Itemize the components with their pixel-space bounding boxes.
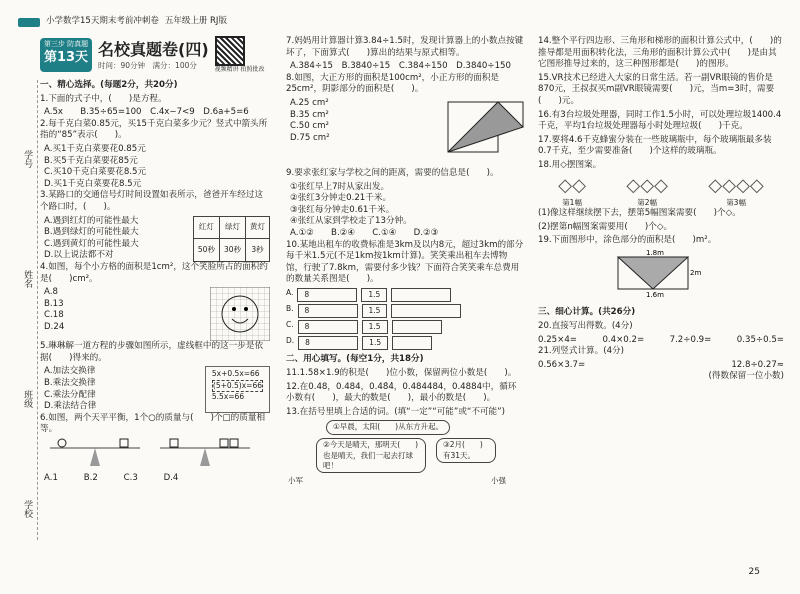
q5-option[interactable]: C.乘法分配律 [44,389,96,400]
q5-option[interactable]: A.加法交换律 [44,366,96,377]
section-3: 三、细心计算。(共26分) [538,307,636,318]
brand-logo [18,18,40,27]
dim-top: 1.8m [646,248,664,257]
question-10: 10.某地出租车的收费标准是3km及以内8元，超过3km的部分每千米1.5元(不足1km按1km计算)。笑笑乘出租车去博物馆，行驶了7.8km，需要付多少钱？下面符合笑笑乘车总费用的数量关系图是( )。 [286,239,524,285]
section-2: 二、用心填写。(每空1分，共18分) [286,354,424,365]
q2-option[interactable]: D.买1千克白菜要花8.5元 [44,178,142,189]
exam-score: 满分：100分 [152,60,197,70]
q9-option: ③张红每分钟走0.61千米。 [290,204,395,215]
question-21: 21.列竖式计算。(4分) [538,346,624,357]
q7-options: A.384÷15 B.3840÷15 C.384÷150 D.3840÷150 [290,61,511,72]
dim-bottom: 1.6m [646,290,664,299]
question-19: 19.下面图形中，涂色部分的面积是( )m²。 [538,235,717,246]
q3-option[interactable]: D.以上说法都不对 [44,250,114,261]
q3-option[interactable]: A.遇到红灯的可能性最大 [44,215,139,226]
exam-title: 名校真题卷(四) [98,40,209,60]
day-badge: 第三步 防真题 第13天 [40,38,92,72]
q10-diagrams: A. 8 1.5 B. 8 1.5 C. 8 1.5 D. 8 1.5 [286,288,524,351]
question-11: 11.1.58×1.9的积是( )位小数，保留两位小数是( )。 [286,368,517,378]
q4-option[interactable]: B.13 [44,298,64,309]
question-8: 8.如图，大正方形的面积是100cm²，小正方形的面积是25cm²，阴影部分的面积是( )。 [286,72,500,95]
boy-name: 小军 [288,476,303,486]
column-3 [538,36,784,383]
question-9: 9.要求张红家与学校之间的距离，需要的信息是( )。 [286,167,499,178]
q20-items: 0.25×4= 0.4×0.2= 7.2÷0.9= 0.35÷0.5= [538,334,784,345]
page-header [18,14,227,30]
q4-option[interactable]: C.18 [44,310,64,321]
q8-option[interactable]: B.35 cm² [290,109,329,120]
qr-note: 视频精讲 拍照批改 [214,66,265,73]
q1-options: A.5x B.35÷65=100 C.4x−7<9 D.6a+5=6 [44,107,249,118]
qr-code[interactable] [215,36,245,66]
equation-steps: 5x+0.5x=66 (5+0.5)x=66 5.5x=66 [205,366,270,412]
margin-student-id: 学号 [22,150,33,168]
exam-time: 时间：90分钟 [98,60,146,70]
page-number: 25 [748,566,760,577]
question-13: 13.在括号里填上合适的词。(填“一定”“可能”或“不可能”) [286,406,505,417]
margin-school: 学校 [22,500,33,518]
q13-dialog: ①早晨，太阳( )从东方升起。 ②今天是晴天，那明天( )也是晴天，我们一起去打球吧！ ③2月( )有31天。 小军 小强 [288,422,506,486]
traffic-light-table: 红灯 绿灯 黄灯 50秒 30秒 3秒 [193,216,270,262]
q5-option[interactable]: D.乘法结合律 [44,401,97,412]
margin-class: 班级 [22,390,33,408]
q8-option[interactable]: C.50 cm² [290,121,329,132]
q2-option[interactable]: A.买1千克白菜要花0.85元 [44,144,146,155]
q9-option: ①张红早上7时从家出发。 [290,181,390,192]
question-20: 20.直接写出得数。(4分) [538,320,633,331]
q3-option[interactable]: C.遇到黄灯的可能性最大 [44,238,139,249]
q2-option[interactable]: B.买5千克白菜要花85元 [44,155,138,166]
question-14: 14.整个平行四边形、三角形和梯形的面积计算公式中，( )的推导都是用面积转化法，三角形的面积计算公式中( )是由其它图形推导过来的，这三种图形都是( )的图形。 [538,36,782,70]
q2-option[interactable]: C.买10千克白菜要花8.5元 [44,167,147,178]
question-15: 15.VR技术已经进入大家的日常生活。若一副VR眼镜的售价是870元，王叔叔买m副VR眼镜需要( )元，当m=3时，需要( )元。 [538,72,775,106]
header-edition: 五年级上册 RJ版 [164,16,227,27]
question-4: 4.如图，每个小方格的面积是1cm²，这个笑脸所占的面积约是( )cm²。 [40,262,268,284]
q9-choices: A.①② B.②④ C.①④ D.②③ [290,227,439,238]
balance-scales-figure [40,438,260,468]
diamond-patterns: ◇◇ 第1幅 ◇◇◇ 第2幅 ◇◇◇◇ 第3幅 [558,174,764,207]
q5-option[interactable]: B.乘法交换律 [44,377,96,388]
question-2: 2.每千克白菜0.85元，买15千克白菜多少元？竖式中箭头所指的“85”表示( )。 [40,118,268,141]
question-16: 16.有3台垃圾处理器，同时工作1.5小时，可以处理垃圾1400.4千克，平均1台垃圾处理器每小时处理垃圾( )千克。 [538,109,782,132]
q6-options: A.1 B.2 C.3 D.4 [44,472,179,483]
dim-side: 2m [690,268,702,277]
trapezoid-figure [608,249,708,299]
question-6: 6.如图，两个天平平衡，1个○的质量与( )个□的质量相等。 [40,412,266,435]
q21-note: (得数保留一位小数) [708,371,784,382]
header-title: 小学数学15天期末考前冲刺卷 [46,16,159,27]
column-2 [286,36,524,490]
q8-option[interactable]: A.25 cm² [290,97,329,108]
q4-option[interactable]: A.8 [44,287,58,298]
q18-part-1: (1)像这样继续摆下去，摆第5幅图案需要( )个◇。 [538,207,741,218]
q18-part-2: (2)摆第n幅图案需要用( )个◇。 [538,221,673,232]
binding-margin [18,80,38,540]
smiley-grid-figure [210,287,270,341]
question-18: 18.用◇摆图案。 [538,159,602,170]
column-1 [40,36,270,484]
squares-figure [444,98,524,168]
margin-name: 姓名 [22,270,33,288]
q8-option[interactable]: D.75 cm² [290,132,330,143]
question-1: 1.下面的式子中，( )是方程。 [40,93,167,104]
boy-name: 小强 [491,476,506,486]
q9-option: ④张红从家到学校走了13分钟。 [290,216,412,227]
q3-option[interactable]: B.遇到绿灯的可能性最大 [44,227,139,238]
q21-items: 0.56×3.7= 12.8÷0.27≈ [538,359,784,370]
q9-option: ②张红3分钟走0.21千米。 [290,193,392,204]
question-7: 7.妈妈用计算器计算3.84÷1.5时，发现计算器上的小数点按键坏了，下面算式( )算出的结果与原式相等。 [286,36,524,58]
question-12: 12.在0.48，0.484，0.48̇4̇，0.484484，0.4884中，循环小数有( )，最大的数是( )，最小的数是( )。 [286,381,517,404]
question-3: 3.某路口的交通信号灯时间设置如表所示，爸爸开车经过这个路口时，( )。 [40,190,264,213]
question-17: 17.要将4.6千克蜂蜜分装在一些玻璃瓶中，每个玻璃瓶最多装0.7千克，至少需要准备( )个这样的玻璃瓶。 [538,134,772,157]
section-1: 一、精心选择。(每题2分，共20分) [40,80,178,91]
question-5: 5.琳琳解一道方程的步骤如图所示，虚线框中的这一步是依据( )得来的。 [40,341,264,363]
q4-option[interactable]: D.24 [44,321,65,332]
